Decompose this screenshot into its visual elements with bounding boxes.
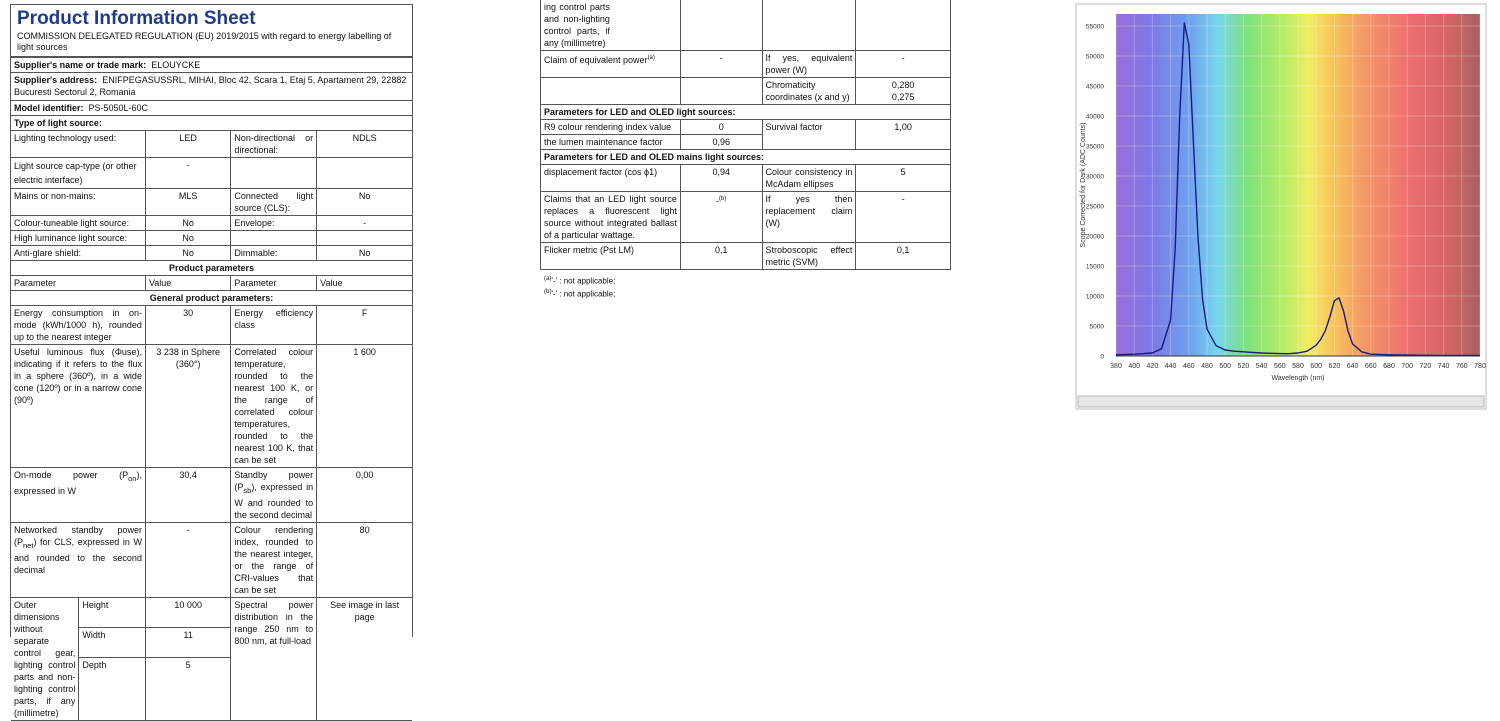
chart-scrollbar[interactable] bbox=[1078, 396, 1484, 407]
tune-label: Colour-tuneable light source: bbox=[11, 216, 145, 231]
model-label: Model identifier: bbox=[14, 103, 84, 113]
envelope-value: - bbox=[317, 216, 412, 231]
disp-label: displacement factor (cos ϕ1) bbox=[541, 165, 681, 192]
pnet-value: - bbox=[145, 522, 230, 597]
x-tick-label: 600 bbox=[1310, 363, 1323, 370]
product-info-sheet bbox=[10, 4, 413, 718]
x-tick-label: 400 bbox=[1128, 363, 1141, 370]
y-tick-label: 15000 bbox=[1085, 263, 1104, 271]
supplier-name-row bbox=[11, 58, 412, 73]
pon-label: On-mode power $(P_{on})$, expressed in W bbox=[11, 468, 145, 523]
y-tick-label: 5000 bbox=[1089, 323, 1104, 331]
chroma-label: Chromaticity coordinates (x and y) bbox=[762, 78, 856, 105]
general-header: General product parameters: bbox=[11, 291, 412, 306]
col-value: Value bbox=[317, 276, 412, 291]
nondir-label: Non-directional or directional: bbox=[231, 131, 317, 158]
glare-label: Anti-glare shield: bbox=[11, 246, 145, 261]
table-row bbox=[11, 158, 412, 189]
x-tick-label: 680 bbox=[1383, 363, 1395, 370]
x-tick-label: 700 bbox=[1401, 363, 1414, 370]
table-row bbox=[11, 246, 412, 261]
depth-value: 5 bbox=[145, 657, 230, 720]
flux-value: 3 238 in Sphere (360°) bbox=[145, 345, 230, 468]
spectrum-chart bbox=[1076, 4, 1486, 409]
footnotes bbox=[540, 274, 951, 299]
mains-label: Mains or non-mains: bbox=[11, 189, 145, 216]
y-tick-label: 25000 bbox=[1085, 203, 1104, 211]
tech-value: LED bbox=[145, 131, 230, 158]
height-value: 10 000 bbox=[145, 597, 230, 627]
supplier-address-label: Supplier's address: bbox=[14, 75, 98, 85]
x-tick-label: 580 bbox=[1292, 363, 1304, 370]
x-tick-label: 460 bbox=[1182, 363, 1195, 370]
x-tick-label: 660 bbox=[1364, 363, 1377, 370]
y-tick-label: 0 bbox=[1100, 353, 1104, 361]
strobe-label: Stroboscopic effect metric (SVM) bbox=[762, 243, 856, 270]
tune-value: No bbox=[145, 216, 230, 231]
table-row bbox=[11, 345, 412, 468]
cls-label: Connected light source (CLS): bbox=[231, 189, 317, 216]
table-row bbox=[11, 468, 412, 523]
sheet-header bbox=[11, 5, 412, 57]
x-tick-label: 540 bbox=[1255, 363, 1268, 370]
table-row bbox=[11, 131, 412, 158]
y-tick-label: 40000 bbox=[1085, 113, 1104, 121]
page-title: Product Information Sheet bbox=[17, 8, 256, 29]
mains-value: MLS bbox=[145, 189, 230, 216]
col-value: Value bbox=[145, 276, 230, 291]
consist-label: Colour consistency in McAdam ellipses bbox=[762, 165, 856, 192]
psb-label: Standby power $(P_{sb})$, expressed in W and rounded to the second decimal bbox=[231, 468, 317, 523]
replace-label: If yes then replacement claim (W) bbox=[762, 192, 856, 243]
width-label: Width bbox=[79, 627, 146, 657]
x-tick-label: 780 bbox=[1474, 363, 1486, 370]
x-tick-label: 620 bbox=[1328, 363, 1341, 370]
x-tick-label: 760 bbox=[1455, 363, 1468, 370]
cls-value: No bbox=[317, 189, 412, 216]
hilum-value: No bbox=[145, 231, 230, 246]
x-tick-label: 560 bbox=[1273, 363, 1286, 370]
psb-value: 0,00 bbox=[317, 468, 412, 523]
footnote-b: $^{(b)}$'-' : not applicable; bbox=[544, 288, 616, 299]
led-header-row bbox=[541, 105, 951, 120]
supplier-name: ELOUYCKE bbox=[151, 60, 201, 70]
height-label: Height bbox=[79, 597, 146, 627]
cct-value: 1 600 bbox=[317, 345, 412, 468]
equiv-label: Claim of equivalent power$^{(a)}$ bbox=[541, 51, 681, 78]
mains-header: Parameters for LED and OLED mains light sources: bbox=[541, 150, 951, 165]
general-header-row bbox=[11, 291, 412, 306]
dims-tail: ing control parts and non-lighting control parts, if any (millimetre) bbox=[541, 0, 681, 51]
width-value: 11 bbox=[145, 627, 230, 657]
type-header-row bbox=[11, 116, 412, 131]
eclass-value: F bbox=[317, 306, 412, 345]
y-tick-label: 55000 bbox=[1085, 23, 1104, 31]
r9-label: R9 colour rendering index value bbox=[541, 120, 681, 135]
table-row bbox=[11, 306, 412, 345]
table-row bbox=[541, 0, 951, 51]
x-tick-label: 380 bbox=[1110, 363, 1122, 370]
tech-label: Lighting technology used: bbox=[11, 131, 145, 158]
dimmable-value: No bbox=[317, 246, 412, 261]
y-tick-label: 35000 bbox=[1085, 143, 1104, 151]
type-header: Type of light source: bbox=[11, 116, 412, 131]
eclass-label: Energy efficiency class bbox=[231, 306, 317, 345]
x-tick-label: 440 bbox=[1164, 363, 1177, 370]
chroma-value: 0,280 0,275 bbox=[856, 78, 951, 105]
x-axis-label: Wavelength (nm) bbox=[1271, 375, 1325, 382]
dims-label: Outer dimensions without separate control gear, lighting control parts and non-lighting control parts, if any (millimetre) bbox=[11, 597, 79, 720]
survival-value: 1,00 bbox=[856, 120, 951, 150]
footnote-a: $^{(a)}$'-' : not applicable; bbox=[544, 276, 616, 286]
survival-label: Survival factor bbox=[762, 120, 856, 150]
x-tick-label: 500 bbox=[1219, 363, 1232, 370]
info-table bbox=[11, 57, 412, 721]
flux-label: Useful luminous flux (Φuse), indicating if it refers to the flux in a sphere (360º), in a wide cone (120º) or in a narrow cone (90º) bbox=[11, 345, 145, 468]
energy-value: 30 bbox=[145, 306, 230, 345]
col-parameter: Parameter bbox=[231, 276, 317, 291]
supplier-name-label: Supplier's name or trade mark: bbox=[14, 60, 147, 70]
table-row bbox=[11, 522, 412, 597]
x-tick-label: 740 bbox=[1437, 363, 1450, 370]
equiv-value: - bbox=[680, 51, 762, 78]
depth-label: Depth bbox=[79, 657, 146, 720]
flicker-value: 0,1 bbox=[680, 243, 762, 270]
equiv-if-label: If yes, equivalent power (W) bbox=[762, 51, 856, 78]
continued-sheet bbox=[540, 0, 951, 299]
lumen-label: the lumen maintenance factor bbox=[541, 135, 681, 150]
lumen-value: 0,96 bbox=[680, 135, 762, 150]
y-tick-label: 50000 bbox=[1085, 53, 1104, 61]
glare-value: No bbox=[145, 246, 230, 261]
table-row bbox=[11, 216, 412, 231]
col-parameter: Parameter bbox=[11, 276, 145, 291]
mains-header-row bbox=[541, 150, 951, 165]
cap-label: Light source cap-type (or other electric interface) bbox=[11, 158, 145, 189]
continued-table bbox=[540, 0, 951, 270]
model-identifier: PS-5050L-60C bbox=[88, 103, 149, 113]
x-tick-label: 420 bbox=[1146, 363, 1159, 370]
cri-label: Colour rendering index, rounded to the nearest integer, or the range of CRI-values that can be set bbox=[231, 522, 317, 597]
pon-value: 30,4 bbox=[145, 468, 230, 523]
energy-label: Energy consumption in on-mode (kWh/1000 h), rounded up to the nearest integer bbox=[11, 306, 145, 345]
r9-value: 0 bbox=[680, 120, 762, 135]
regulation-text: COMMISSION DELEGATED REGULATION (EU) 2019/2015 with regard to energy labelling of light sources bbox=[17, 31, 392, 52]
table-row bbox=[541, 120, 951, 135]
supplier-address-row bbox=[11, 73, 412, 101]
table-row bbox=[541, 243, 951, 270]
product-params-row bbox=[11, 261, 412, 276]
disp-value: 0,94 bbox=[680, 165, 762, 192]
claim-label: Claims that an LED light source replaces a fluorescent light source without integrated ballast of a particular wattage. bbox=[541, 192, 681, 243]
spectrum-chart-svg bbox=[1076, 4, 1486, 409]
x-tick-label: 640 bbox=[1346, 363, 1359, 370]
flicker-label: Flicker metric (Pst LM) bbox=[541, 243, 681, 270]
table-row bbox=[541, 51, 951, 78]
led-header: Parameters for LED and OLED light sources: bbox=[541, 105, 951, 120]
hilum-label: High luminance light source: bbox=[11, 231, 145, 246]
table-row bbox=[11, 231, 412, 246]
consist-value: 5 bbox=[856, 165, 951, 192]
equiv-if-value: - bbox=[856, 51, 951, 78]
spd-value: See image in last page bbox=[317, 597, 412, 720]
table-row bbox=[541, 165, 951, 192]
y-tick-label: 30000 bbox=[1085, 173, 1104, 181]
y-tick-label: 20000 bbox=[1085, 233, 1104, 241]
supplier-address: ENIFPEGASUSSRL, MIHAI, Bloc 42, Scara 1, Etaj 5, Apartament 29, 22882 Bucuresti Sectorul 2, Romania bbox=[14, 75, 407, 97]
cct-label: Correlated colour temperature, rounded to the nearest 100 K, or the range of correlated colour temperatures, rounded to the nearest 100 K, that can be set bbox=[231, 345, 317, 468]
replace-value: - bbox=[856, 192, 951, 243]
y-tick-label: 45000 bbox=[1085, 83, 1104, 91]
product-params-header: Product parameters bbox=[11, 261, 412, 276]
x-tick-label: 720 bbox=[1419, 363, 1432, 370]
x-tick-label: 520 bbox=[1237, 363, 1250, 370]
nondir-value: NDLS bbox=[317, 131, 412, 158]
table-row bbox=[541, 78, 951, 105]
x-tick-label: 480 bbox=[1201, 363, 1213, 370]
cri-value: 80 bbox=[317, 522, 412, 597]
cap-value: - bbox=[145, 158, 230, 189]
pnet-label: Networked standby power $(P_{net})$ for CLS, expressed in W and rounded to the second decimal bbox=[11, 522, 145, 597]
table-row bbox=[541, 192, 951, 243]
y-tick-label: 10000 bbox=[1085, 293, 1104, 301]
envelope-label: Envelope: bbox=[231, 216, 317, 231]
strobe-value: 0,1 bbox=[856, 243, 951, 270]
column-header-row bbox=[11, 276, 412, 291]
spd-label: Spectral power distribution in the range 250 nm to 800 nm, at full-load bbox=[231, 597, 317, 720]
table-row bbox=[11, 597, 412, 627]
claim-value: -$^{(b)}$ bbox=[680, 192, 762, 243]
y-axis-label: Scope Corrected for Dark (ADC Counts) bbox=[1080, 122, 1087, 248]
dimmable-label: Dimmable: bbox=[231, 246, 317, 261]
chart-grid bbox=[1116, 14, 1480, 356]
model-row bbox=[11, 101, 412, 116]
table-row bbox=[11, 189, 412, 216]
